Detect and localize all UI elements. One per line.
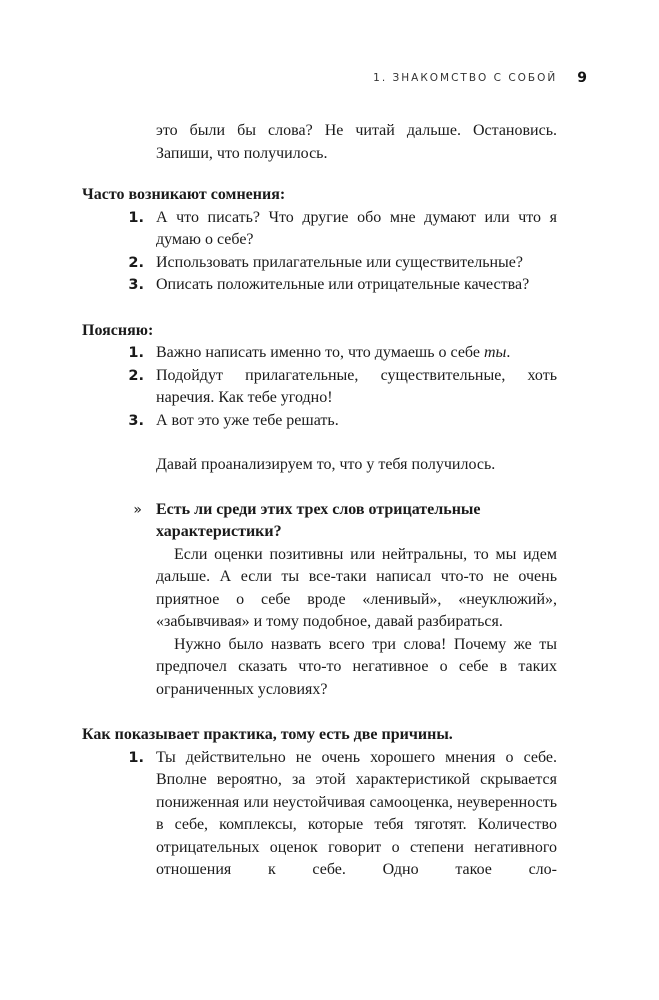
list-item-text: Описать положительные или отрицательные качества? (156, 276, 530, 293)
list-item-text (156, 342, 557, 365)
list-number: 2. (128, 254, 144, 271)
doubts-list (82, 207, 557, 297)
list-item (82, 274, 557, 297)
bullet-mark: » (133, 501, 142, 518)
list-number: 1. (128, 209, 144, 226)
emphasis-word: ты (483, 344, 507, 361)
question-item (82, 499, 557, 544)
spacer (82, 432, 557, 454)
list-item-text: А что писать? Что другие обо мне думают или что я думаю о себе? (156, 208, 557, 248)
list-item (82, 747, 557, 882)
list-item (82, 342, 557, 365)
list-number: 1. (128, 749, 144, 766)
item-text-before: Важно написать именно то, что думаешь о себе (156, 344, 484, 361)
question-text: Есть ли среди этих трех слов отрицательные характеристики? (156, 500, 481, 540)
explain-list (82, 342, 557, 432)
list-item-text: А вот это уже тебе решать. (156, 411, 339, 429)
list-item (82, 410, 557, 433)
question-paragraph-1: Если оценки позитивны или нейтральны, то мы идем дальше. А если ты все-таки написал что-то не очень приятное о себе вроде «ленивый», «неуклюжий», «забывчивая» и тому подобное, давай разбираться. (156, 545, 557, 630)
list-item-text: Подойдут прилагательные, существительные, хоть наречия. Как тебе угодно! (156, 366, 557, 406)
page-number: 9 (577, 70, 587, 86)
list-item (82, 207, 557, 252)
list-item (82, 365, 557, 410)
list-number: 2. (128, 367, 144, 384)
list-item-text: Ты действительно не очень хорошего мнения о себе. Вполне вероятно, за этой характеристикой скрывается пониженная или неустойчивая самооценка, неуверенность в себе, комплексы, которые тебя тяготят. Количество отрицательных оценок говорит о степени негативного отношения к себе. Одно такое сло- (156, 748, 557, 878)
page-body (82, 120, 557, 882)
list-number: 3. (128, 277, 144, 293)
explain-heading: Поясняю: (82, 321, 154, 339)
analyze-paragraph: Давай проанализируем то, что у тебя получилось. (156, 456, 496, 473)
list-number: 3. (128, 412, 144, 429)
list-number: 1. (128, 345, 144, 361)
doubts-heading: Часто возникают сомнения: (82, 186, 286, 203)
item-text-after: . (506, 344, 511, 361)
list-item-text: Использовать прилагательные или существительные? (156, 253, 524, 271)
practice-list (82, 747, 557, 882)
question-paragraph-2: Нужно было назвать всего три слова! Почему же ты предпочел сказать что-то негативное о себе в таких ограниченных условиях? (156, 635, 557, 698)
list-item (82, 252, 557, 275)
chapter-title: 1. ЗНАКОМСТВО С СОБОЙ (373, 72, 558, 84)
running-header (373, 70, 587, 86)
practice-heading: Как показывает практика, тому есть две причины. (82, 726, 453, 743)
intro-paragraph: это были бы слова? Не читай дальше. Остановись. Запиши, что получилось. (156, 122, 557, 162)
